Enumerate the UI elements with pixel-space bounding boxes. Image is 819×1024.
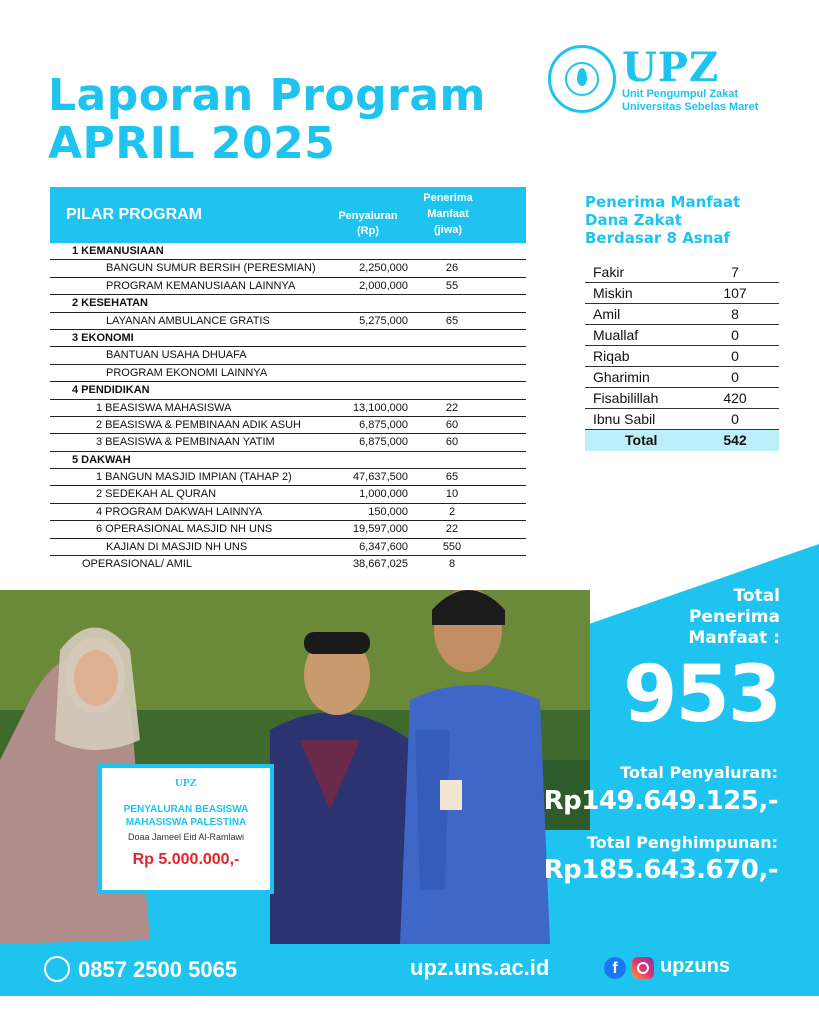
asnaf-row [585,409,779,430]
program-table-body [50,243,526,573]
asnaf-count: 0 [731,411,739,427]
table-row [50,469,526,486]
asnaf-name: Muallaf [593,327,639,343]
asnaf-count: 0 [731,369,739,385]
upz-seal-icon [548,45,616,113]
total-penerima-value: 953 [623,650,780,740]
table-row [50,486,526,503]
program-name: 2 SEDEKAH AL QURAN [96,488,217,501]
program-count: 55 [445,279,459,292]
asnaf-table [585,262,779,451]
program-name: OPERASIONAL/ AMIL [82,558,193,571]
table-section-row [50,295,526,312]
table-section-row [50,243,526,260]
total-penghimpunan-label: Total Penghimpunan: [586,833,778,852]
program-name: KAJIAN DI MASJID NH UNS [106,540,248,553]
instagram-icon[interactable] [632,957,654,979]
board-title-1: PENYALURAN BEASISWA [123,804,249,815]
program-amount: 6,875,000 [359,418,408,431]
page-title-line-1: Laporan Program [48,70,486,121]
program-name: 3 BEASISWA & PEMBINAAN YATIM [96,436,275,449]
program-amount: 47,637,500 [352,471,408,484]
logo-subtitle-1: Unit Pengumpul Zakat [622,88,739,100]
program-count: 10 [445,488,459,501]
program-count: 550 [442,540,462,553]
total-penghimpunan-value: Rp185.643.670,- [543,855,778,885]
program-amount: 2,250,000 [359,262,408,275]
program-name: 5 DAKWAH [72,453,131,466]
program-name: 2 KESEHATAN [72,297,148,310]
table-row [50,400,526,417]
program-count: 60 [445,418,459,431]
program-table [50,187,526,573]
table-row [50,347,526,364]
asnaf-name: Fakir [593,264,625,280]
program-name: 1 BANGUN MASJID IMPIAN (TAHAP 2) [96,471,292,484]
asnaf-total-row [585,430,779,451]
board-title-2: MAHASISWA PALESTINA [125,817,247,828]
program-name: BANTUAN USAHA DHUAFA [106,349,247,362]
program-name: 6 OPERASIONAL MASJID NH UNS [96,523,273,536]
asnaf-name: Miskin [593,285,633,301]
footer-social-handle[interactable]: upzuns [660,955,730,977]
program-amount: 19,597,000 [352,523,408,536]
board-amount: Rp 5.000.000,- [132,851,240,868]
table-row [50,434,526,451]
table-row [50,313,526,330]
asnaf-row [585,346,779,367]
program-name: 1 KEMANUSIAAN [72,245,164,257]
board-name: Doaa Jameel Eid Al-Ramlawi [127,832,245,842]
program-name: 4 PROGRAM DAKWAH LAINNYA [96,505,263,518]
total-penerima-label: Total Penerima Manfaat : [688,586,780,648]
table-row [50,365,526,382]
asnaf-name: Riqab [593,348,630,364]
program-count: 2 [448,505,456,518]
program-amount: 150,000 [368,505,408,518]
asnaf-total-value: 542 [723,432,747,448]
table-section-row [50,382,526,399]
page-title-line-2: APRIL 2025 [48,118,336,169]
logo-subtitle-2: Universitas Sebelas Maret [622,101,759,113]
program-name: 3 EKONOMI [72,331,134,344]
asnaf-count: 107 [723,285,747,301]
table-row [50,278,526,295]
asnaf-count: 420 [723,390,747,406]
program-amount: 13,100,000 [352,401,408,414]
program-name: LAYANAN AMBULANCE GRATIS [106,314,270,327]
footer-website[interactable]: upz.uns.ac.id [410,955,550,980]
table-row [50,521,526,538]
table-row [50,504,526,521]
asnaf-row [585,367,779,388]
asnaf-row [585,304,779,325]
program-count: 22 [445,523,459,536]
asnaf-row [585,283,779,304]
col-header-penerima: Penerima Manfaat (jiwa) [423,192,473,236]
table-row [50,260,526,277]
table-row [50,417,526,434]
program-name: 2 BEASISWA & PEMBINAAN ADIK ASUH [96,418,301,431]
col-header-program: PILAR PROGRAM [66,206,202,223]
table-section-row [50,452,526,469]
program-amount: 38,667,025 [352,558,408,571]
event-photo [0,590,590,944]
program-name: BANGUN SUMUR BERSIH (PERESMIAN) [106,262,316,275]
asnaf-title: Penerima Manfaat Dana Zakat Berdasar 8 Asnaf [585,193,741,247]
program-amount: 6,347,600 [359,540,408,553]
program-count: 60 [445,436,459,449]
program-count: 22 [445,401,459,414]
asnaf-name: Gharimin [593,369,650,385]
asnaf-name: Ibnu Sabil [593,411,656,427]
footer-phone[interactable]: 0857 2500 5065 [78,957,238,982]
program-amount: 6,875,000 [359,436,408,449]
whatsapp-icon [44,956,70,982]
logo-name: UPZ [622,44,720,91]
asnaf-name: Amil [593,306,621,322]
asnaf-row [585,388,779,409]
program-amount: 1,000,000 [359,488,408,501]
program-count: 65 [445,314,459,327]
facebook-icon[interactable]: f [604,957,626,979]
asnaf-total-label: Total [625,432,658,448]
col-header-penyaluran: Penyaluran (Rp) [338,210,398,237]
program-amount: 5,275,000 [359,314,408,327]
total-penyaluran-value: Rp149.649.125,- [543,786,778,816]
asnaf-row [585,262,779,283]
total-penyaluran-label: Total Penyaluran: [620,763,778,782]
board-logo: UPZ [175,777,197,789]
program-name: 4 PENDIDIKAN [72,384,150,397]
table-section-row [50,330,526,347]
program-amount: 2,000,000 [359,279,408,292]
program-name: PROGRAM EKONOMI LAINNYA [106,366,268,379]
program-name: PROGRAM KEMANUSIAAN LAINNYA [106,279,296,292]
program-count: 26 [445,262,459,275]
asnaf-count: 7 [731,264,739,280]
program-count: 65 [445,471,459,484]
asnaf-count: 0 [731,348,739,364]
asnaf-count: 8 [731,306,739,322]
program-table-header [50,187,526,243]
asnaf-row [585,325,779,346]
program-name: 1 BEASISWA MAHASISWA [96,401,232,414]
program-count: 8 [448,558,456,571]
asnaf-name: Fisabilillah [593,390,659,406]
asnaf-count: 0 [731,327,739,343]
